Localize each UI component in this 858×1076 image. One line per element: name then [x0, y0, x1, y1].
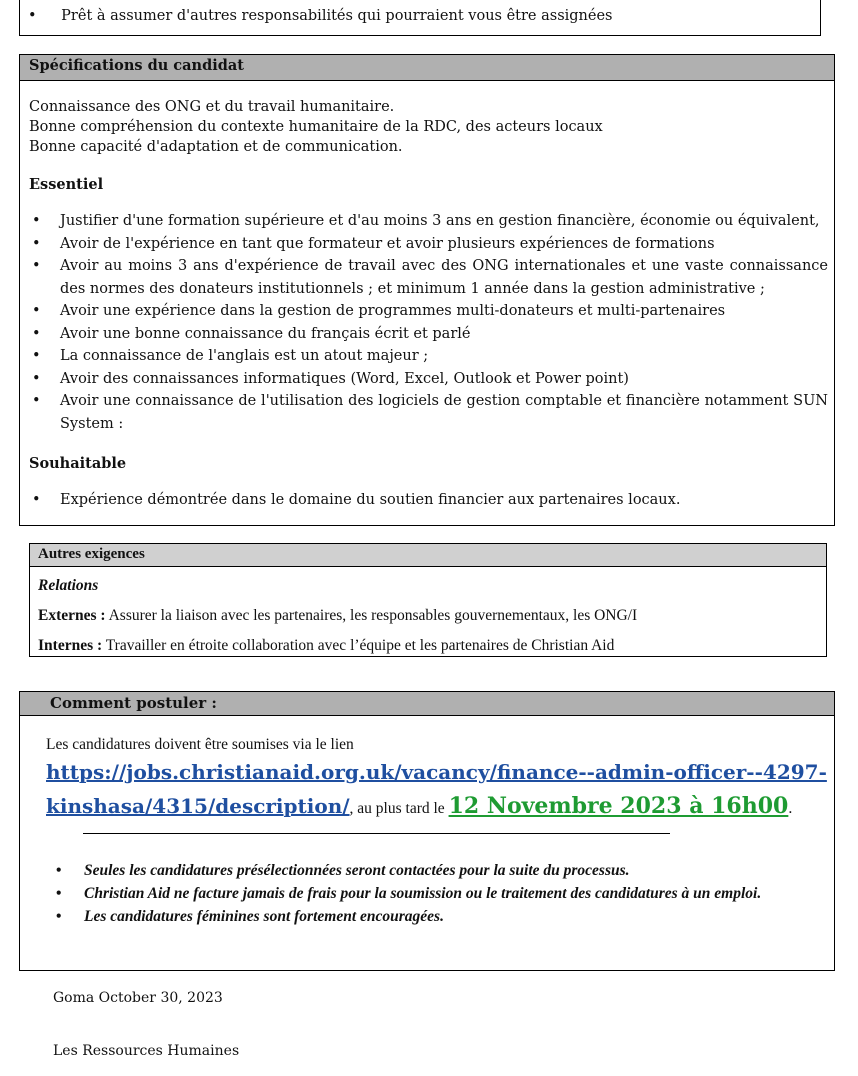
bullet-icon: •	[32, 213, 41, 229]
application-link[interactable]: https://jobs.christianaid.org.uk/vacancy/finance--admin-officer--4297-	[46, 760, 827, 784]
bullet-icon: •	[32, 325, 41, 342]
bullet-icon: •	[28, 8, 37, 24]
souhaitable-list	[29, 489, 828, 512]
notes-list	[50, 862, 828, 931]
essentiel-heading: Essentiel	[29, 176, 104, 193]
bullet-icon: •	[32, 370, 41, 387]
list-item: • Les candidatures féminines sont fortement encouragées.	[56, 908, 444, 925]
autres-exigences-section	[29, 543, 827, 657]
comment-postuler-section	[19, 691, 835, 971]
section-header: Comment postuler :	[20, 692, 834, 716]
list-item: • Avoir des connaissances informatiques (Word, Excel, Outlook et Power point)	[29, 368, 828, 391]
intro-line: Bonne compréhension du contexte humanitaire de la RDC, des acteurs locaux	[29, 119, 603, 135]
separator-line	[83, 833, 670, 834]
internes-label: Internes :	[38, 637, 103, 654]
place-date: Goma October 30, 2023	[53, 990, 223, 1006]
list-item-text: Prêt à assumer d'autres responsabilités qui pourraient vous être assignées	[61, 8, 613, 24]
application-link-continued[interactable]: kinshasa/4315/description/	[46, 794, 350, 818]
list-item: • Avoir au moins 3 ans d'expérience de travail avec des ONG internationales et une vaste connaissance des normes des donateurs institutionnels ; et minimum 1 année dans la gestion administrative ;	[29, 255, 828, 300]
bullet-icon: •	[56, 908, 62, 925]
externes-text: Assurer la liaison avec les partenaires, les responsables gouvernementaux, les ONG/I	[105, 607, 638, 624]
bullet-icon: •	[32, 303, 41, 319]
list-item: • Avoir une expérience dans la gestion de programmes multi-donateurs et multi-partenaires	[29, 300, 828, 323]
externes-row	[38, 607, 637, 625]
bullet-icon: •	[32, 258, 41, 274]
divider	[29, 656, 827, 657]
deadline-prefix: , au plus tard le	[349, 800, 449, 817]
intro-line: Connaissance des ONG et du travail humanitaire.	[29, 99, 395, 115]
list-item: • Seules les candidatures présélectionnées seront contactées pour la suite du processus.	[56, 862, 630, 879]
list-item: • Avoir de l'expérience en tant que formateur et avoir plusieurs expériences de formations	[29, 233, 828, 256]
list-item: • Justifier d'une formation supérieure et d'au moins 3 ans en gestion financière, économie ou équivalent,	[29, 210, 828, 233]
deadline-date: 12 Novembre 2023 à 16h00	[448, 793, 789, 819]
end-punct: .	[788, 800, 793, 817]
bullet-icon: •	[32, 492, 41, 508]
previous-section-fragment	[19, 0, 821, 36]
list-item	[28, 8, 613, 24]
list-item: • Avoir une connaissance de l'utilisation des logiciels de gestion comptable et financière notamment SUN System :	[29, 390, 828, 435]
intro-line: Bonne capacité d'adaptation et de communication.	[29, 139, 403, 155]
bullet-icon: •	[32, 393, 41, 409]
list-item: • La connaissance de l'anglais est un atout majeur ;	[29, 345, 828, 368]
signature: Les Ressources Humaines	[53, 1043, 240, 1059]
externes-label: Externes :	[38, 607, 106, 624]
bullet-icon: •	[56, 885, 62, 902]
bullet-icon: •	[32, 235, 41, 252]
list-item: • Christian Aid ne facture jamais de frais pour la soumission ou le traitement des candidatures à un emploi.	[56, 885, 762, 902]
apply-link-block	[46, 756, 827, 825]
section-header: Autres exigences	[30, 544, 826, 567]
bullet-icon: •	[56, 862, 62, 879]
apply-intro: Les candidatures doivent être soumises via le lien	[46, 736, 354, 753]
list-item: • Avoir une bonne connaissance du français écrit et parlé	[29, 323, 828, 346]
list-item: • Expérience démontrée dans le domaine du soutien financier aux partenaires locaux.	[29, 489, 828, 512]
specifications-section	[19, 54, 835, 526]
internes-row	[38, 637, 614, 655]
bullet-icon: •	[32, 348, 41, 364]
relations-heading: Relations	[38, 577, 99, 594]
section-header: Spécifications du candidat	[20, 55, 834, 81]
souhaitable-heading: Souhaitable	[29, 455, 127, 472]
essentiel-list	[29, 210, 828, 435]
internes-text: Travailler en étroite collaboration avec l’équipe et les partenaires de Christian Aid	[102, 637, 615, 654]
